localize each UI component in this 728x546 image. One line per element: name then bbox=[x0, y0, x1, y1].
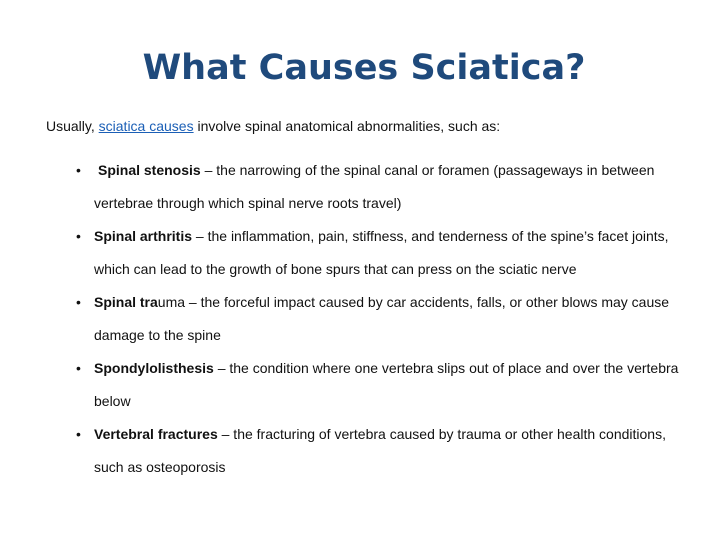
list-item-spinal-arthritis bbox=[76, 220, 686, 286]
intro-prefix: Usually, bbox=[46, 118, 99, 134]
term-spinal-trauma: Spinal tra bbox=[94, 294, 158, 310]
list-item-text bbox=[94, 162, 654, 211]
intro-text bbox=[46, 116, 500, 136]
term-spinal-arthritis: Spinal arthritis bbox=[94, 228, 193, 244]
intro-suffix: involve spinal anatomical abnormalities, such as: bbox=[193, 118, 501, 134]
bullet-dot: • bbox=[76, 294, 81, 310]
bullet-dot: • bbox=[76, 360, 81, 376]
desc-spinal-arthritis: – the inflammation, pain, stiffness, and tenderness of the spine’s facet joints, which can lead to the growth of bone spurs that can press on the sciatic nerve bbox=[94, 228, 669, 277]
list-item-text bbox=[94, 426, 666, 475]
desc-spondylolisthesis: – the condition where one vertebra slips out of place and over the vertebra below bbox=[94, 360, 679, 409]
term-spinal-trauma-rest: uma bbox=[157, 294, 186, 310]
term-spinal-stenosis: Spinal stenosis bbox=[98, 162, 201, 178]
page-title: What Causes Sciatica? bbox=[142, 48, 586, 88]
term-vertebral-fractures: Vertebral fractures bbox=[94, 426, 218, 442]
list-item-text bbox=[94, 228, 669, 277]
term-spondylolisthesis: Spondylolisthesis bbox=[94, 360, 214, 376]
list-item-text bbox=[94, 294, 669, 343]
sciatica-causes-link[interactable]: sciatica causes bbox=[98, 118, 194, 134]
list-item-text bbox=[94, 360, 678, 409]
bullet-dot: • bbox=[76, 162, 81, 178]
bullet-dot: • bbox=[76, 426, 81, 442]
list-item-spinal-trauma bbox=[76, 286, 686, 352]
desc-vertebral-fractures: – the fracturing of vertebra caused by trauma or other health conditions, such as osteoporosis bbox=[94, 426, 666, 475]
desc-spinal-trauma: – the forceful impact caused by car accidents, falls, or other blows may cause damage to the spine bbox=[94, 294, 670, 343]
desc-spinal-stenosis: – the narrowing of the spinal canal or foramen (passageways in between vertebrae through which spinal nerve roots travel) bbox=[94, 162, 655, 211]
bullet-dot: • bbox=[76, 228, 81, 244]
list-item-vertebral-fractures bbox=[76, 418, 686, 484]
list-item-spondylolisthesis bbox=[76, 352, 686, 418]
list-item-spinal-stenosis bbox=[76, 154, 686, 220]
causes-list bbox=[76, 154, 686, 484]
